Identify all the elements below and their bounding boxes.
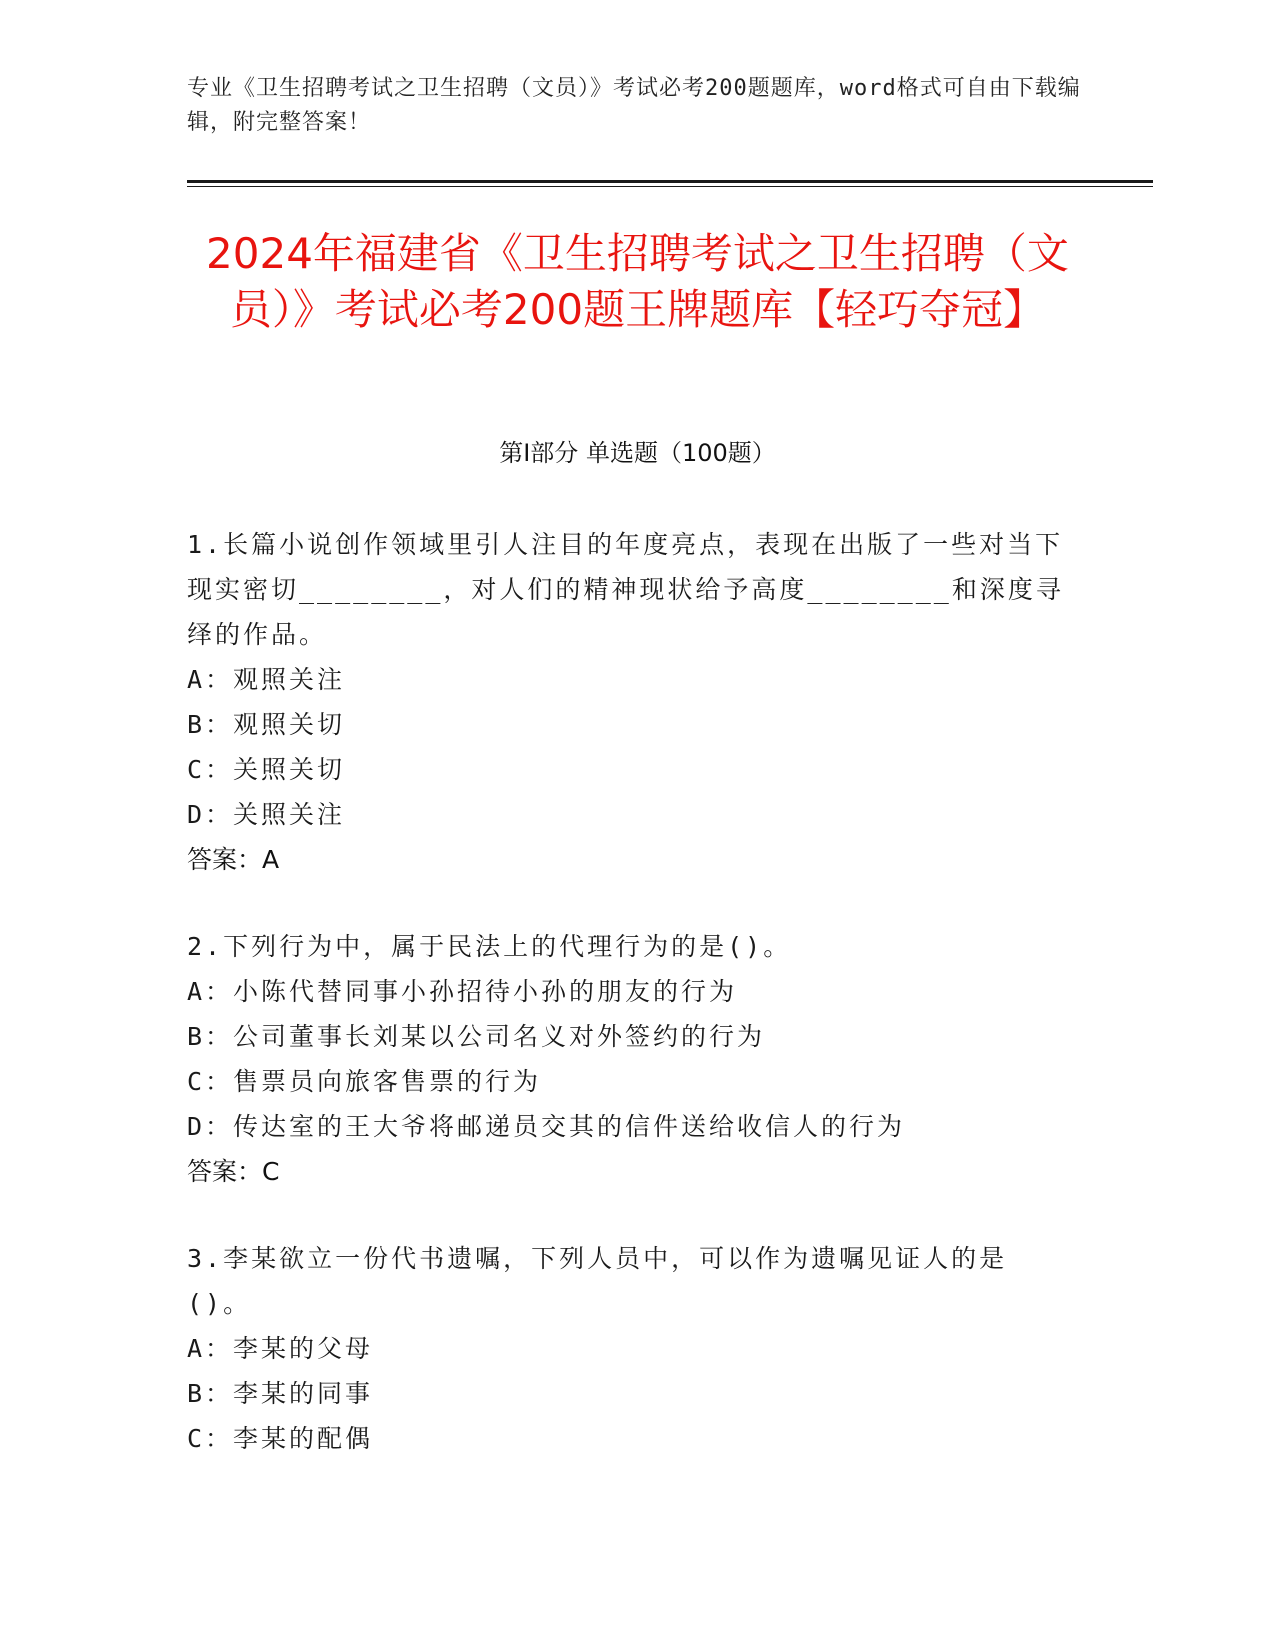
question-stem: 2.下列行为中，属于民法上的代理行为的是()。 [187,932,792,961]
option-c: C：关照关切 [187,755,346,784]
option-d: D：传达室的王大爷将邮递员交其的信件送给收信人的行为 [187,1112,906,1141]
question-2 [187,924,1067,1194]
option-a: A：观照关注 [187,665,346,694]
question-list [187,522,1067,1503]
answer: 答案：C [187,1157,280,1186]
question-1 [187,522,1067,882]
document-title: 2024年福建省《卫生招聘考试之卫生招聘（文员）》考试必考200题王牌题库【轻巧夺冠】 [206,229,1069,334]
header-note: 专业《卫生招聘考试之卫生招聘（文员）》考试必考200题题库，word格式可自由下载编辑，附完整答案！ [187,76,1081,135]
option-c: C：李某的配偶 [187,1424,374,1453]
question-stem: 3.李某欲立一份代书遗嘱，下列人员中，可以作为遗嘱见证人的是()。 [187,1244,1008,1318]
option-b: B：公司董事长刘某以公司名义对外签约的行为 [187,1022,766,1051]
option-c: C：售票员向旅客售票的行为 [187,1067,542,1096]
question-3 [187,1236,1067,1461]
option-b: B：李某的同事 [187,1379,374,1408]
option-a: A：小陈代替同事小孙招待小孙的朋友的行为 [187,977,738,1006]
section-title: 第I部分 单选题（100题） [499,439,776,467]
option-d: D：关照关注 [187,800,346,829]
question-stem: 1.长篇小说创作领域里引人注目的年度亮点，表现在出版了一些对当下现实密切________，对人们的精神现状给予高度________和深度寻绎的作品。 [187,530,1064,649]
option-a: A：李某的父母 [187,1334,374,1363]
option-b: B：观照关切 [187,710,346,739]
header-rule-thin [187,186,1153,187]
header-rule-thick [187,180,1153,183]
answer: 答案：A [187,845,280,874]
